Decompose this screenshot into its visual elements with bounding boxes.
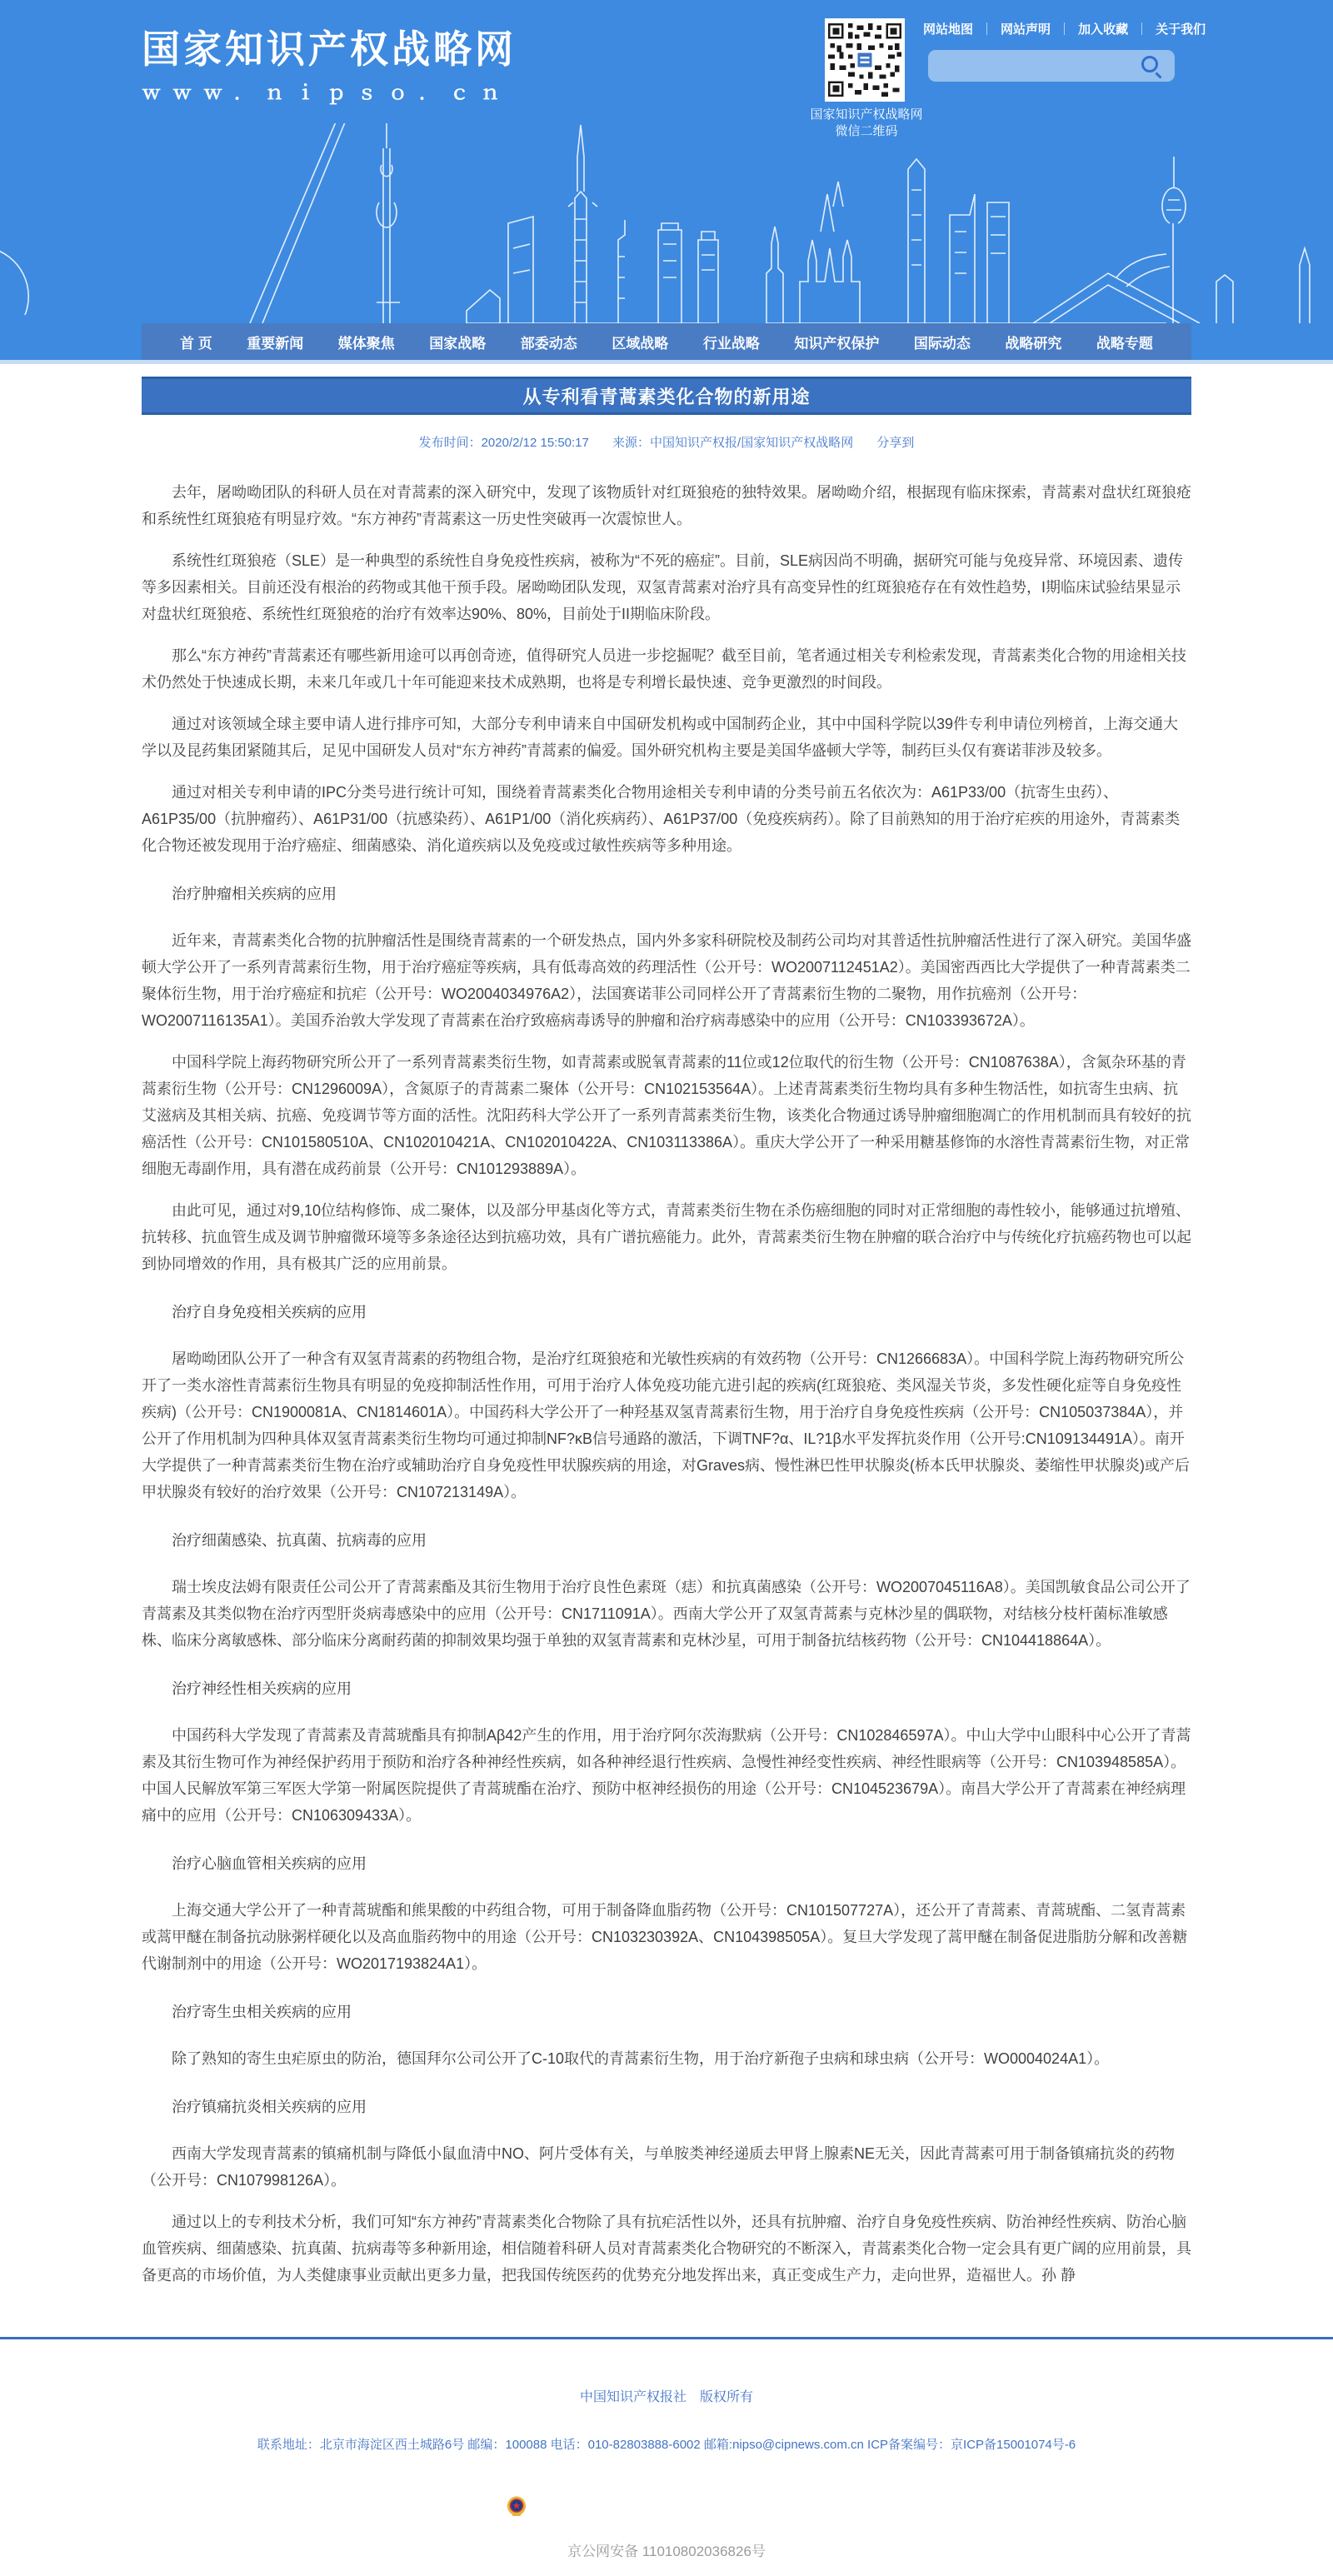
paragraph: 通过以上的专利技术分析，我们可知“东方神药”青蒿素类化合物除了具有抗疟活性以外，还具有抗肿瘤、治疗自身免疫性疾病、防治神经性疾病、防治心脑血管疾病、细菌感染、抗真菌、抗病毒等多种新用途，相信随着科研人员对青蒿素类化合物研究的不断深入，青蒿素类化合物一定会具有更广阔的应用前景，具备更高的市场价值，为人类健康事业贡献出更多力量，把我国传统医药的优势充分地发挥出来，真正变成生产力，走向世界，造福世人。孙 静	[142, 2214, 1191, 2284]
paragraph: 系统性红斑狼疮（SLE）是一种典型的系统性自身免疫性疾病，被称为“不死的癌症”。目前，SLE病因尚不明确，据研究可能与免疫异常、环境因素、遗传等多因素相关。目前还没有根治的药物或其他干预手段。屠呦呦团队发现，双氢青蒿素对治疗具有高变异性的红斑狼疮存在有效性趋势，I期临床试验结果显示对盘状红斑狼疮、系统性红斑狼疮的治疗有效率达90%、80%，目前处于II期临床阶段。	[142, 552, 1184, 622]
search-input[interactable]	[928, 50, 1175, 82]
site-footer	[0, 2337, 1333, 2576]
qr-code-image	[828, 22, 901, 98]
nav-item[interactable]: 国家战略	[429, 335, 487, 352]
paragraph: 西南大学发现青蒿素的镇痛机制与降低小鼠血清中NO、阿片受体有关，与单胺类神经递质去甲肾上腺素NE无关，因此青蒿素可用于制备镇痛抗炎的药物（公开号：CN107998126A）。	[142, 2145, 1175, 2189]
site-logo-title: 国家知识产权战略网	[142, 27, 517, 71]
top-link[interactable]: 网站声明	[1001, 22, 1051, 37]
paragraph: 中国药科大学发现了青蒿素及青蒿琥酯具有抑制Aβ42产生的作用，用于治疗阿尔茨海默病（公开号：CN102846597A）。中山大学中山眼科中心公开了青蒿素及其衍生物可作为神经保护药用于预防和治疗各种神经性疾病，如各种神经退行性疾病、急慢性神经变性疾病、神经性眼病等（公开号：CN103948585A）。中国人民解放军第三军医大学第一附属医院提供了青蒿琥酯在治疗、预防中枢神经损伤的用途（公开号：CN104523679A）。南昌大学公开了青蒿素在神经病理痛中的应用（公开号：CN106309433A）。	[142, 1727, 1191, 1824]
footer-contact: 联系地址：北京市海淀区西土城路6号 邮编：100088 电话：010-82803888-6002 邮箱:nipso@cipnews.com.cn ICP备案编号：京ICP备15001074号-6	[257, 2438, 1076, 2452]
top-link[interactable]: 网站地图	[923, 22, 974, 37]
article-title-bar	[142, 377, 1191, 415]
nav-item[interactable]: 首 页	[180, 335, 212, 352]
footer-bottom	[0, 2496, 1333, 2576]
paragraph: 中国科学院上海药物研究所公开了一系列青蒿素类衍生物，如青蒿素或脱氧青蒿素的11位或12位取代的衍生物（公开号：CN1087638A），含氮杂环基的青蒿素衍生物（公开号：CN1296009A），含氮原子的青蒿素二聚体（公开号：CN102153564A）。上述青蒿素类衍生物均具有多种生物活性，如抗寄生虫病、抗艾滋病及其相关病、抗癌、免疫调节等方面的活性。沈阳药科大学公开了一系列青蒿素类衍生物，该类化合物通过诱导肿瘤细胞凋亡的作用机制而具有较好的抗癌活性（公开号：CN101580510A、CN102010421A、CN102010422A、CN103113386A）。重庆大学公开了一种采用糖基修饰的水溶性青蒿素衍生物，对正常细胞无毒副作用，具有潜在成药前景（公开号：CN101293889A）。	[142, 1054, 1191, 1177]
qr-caption: 国家知识产权战略网 微信二维码	[810, 107, 923, 138]
publish-time: 发布时间：2020/2/12 15:50:17	[418, 436, 589, 450]
paragraph: 通过对相关专利申请的IPC分类号进行统计可知，围绕着青蒿素类化合物用途相关专利申请的分类号前五名依次为：A61P33/00（抗寄生虫药）、A61P35/00（抗肿瘤药）、A61P31/00（抗感染药）、A61P1/00（消化疾病药）、A61P37/00（免疫疾病药）。除了目前熟知的用于治疗疟疾的用途外，青蒿素类化合物还被发现用于治疗癌症、细菌感染、消化道疾病以及免疫或过敏性疾病等多种用途。	[142, 784, 1181, 854]
top-link[interactable]: 加入收藏	[1078, 22, 1129, 37]
search-icon[interactable]	[1140, 54, 1163, 77]
article-title: 从专利看青蒿素类化合物的新用途	[522, 386, 811, 407]
header-right	[810, 0, 1206, 167]
footer-copyright: 中国知识产权报社 版权所有	[579, 2390, 753, 2404]
paragraph: 由此可见，通过对9,10位结构修饰、成二聚体，以及部分甲基卤化等方式，青蒿素类衍生物在杀伤癌细胞的同时对正常细胞的毒性较小，能够通过抗增殖、抗转移、抗血管生成及调节肿瘤微环境等多条途径达到抗癌功效，具有广谱抗癌能力。此外，青蒿素类衍生物在肿瘤的联合治疗中与传统化疗抗癌药物也可以起到协同增效的作用，具有极其广泛的应用前景。	[142, 1202, 1191, 1272]
nav-item[interactable]: 战略专题	[1096, 335, 1153, 352]
top-links	[923, 20, 1206, 37]
nav-item[interactable]: 重要新闻	[247, 335, 304, 352]
article-body	[142, 451, 1191, 2337]
section-heading: 治疗神经性相关疾病的应用	[172, 1680, 352, 1697]
article-page	[0, 364, 1333, 2337]
section-heading: 治疗自身免疫相关疾病的应用	[172, 1304, 367, 1320]
paragraph: 那么“东方神药”青蒿素还有哪些新用途可以再创奇迹，值得研究人员进一步挖掘呢？截至目前，笔者通过相关专利检索发现，青蒿素类化合物的用途相关技术仍然处于快速成长期，未来几年或几十年可能迎来技术成熟期，也将是专利增长最快速、竞争更激烈的时间段。	[142, 647, 1186, 691]
nav-item[interactable]: 行业战略	[702, 335, 760, 352]
section-heading: 治疗镇痛抗炎相关疾病的应用	[172, 2099, 367, 2115]
top-link[interactable]: 关于我们	[1156, 22, 1206, 37]
paragraph: 去年，屠呦呦团队的科研人员在对青蒿素的深入研究中，发现了该物质针对红斑狼疮的独特效果。屠呦呦介绍，根据现有临床探索，青蒿素对盘状红斑狼疮和系统性红斑狼疮有明显疗效。“东方神药”青蒿素这一历史性突破再一次震惊世人。	[142, 484, 1191, 527]
nav-item[interactable]: 战略研究	[1005, 335, 1062, 352]
nav-item[interactable]: 知识产权保护	[794, 335, 880, 352]
section-heading: 治疗细菌感染、抗真菌、抗病毒的应用	[172, 1532, 427, 1549]
nav-item[interactable]: 媒体聚焦	[337, 335, 395, 352]
paragraph: 近年来，青蒿素类化合物的抗肿瘤活性是围绕青蒿素的一个研发热点，国内外多家科研院校及制药公司均对其普适性抗肿瘤活性进行了深入研究。美国华盛顿大学公开了一系列青蒿素衍生物，用于治疗癌症等疾病，具有低毒高效的药理活性（公开号：WO2007112451A2）。美国密西西比大学提供了一种青蒿素类二聚体衍生物，用于治疗癌症和抗疟（公开号：WO2004034976A2），法国赛诺菲公司同样公开了青蒿素衍生物的二聚物，用作抗癌剂（公开号：WO2007116135A1）。美国乔治敦大学发现了青蒿素在治疗致癌病毒诱导的肿瘤和治疗病毒感染中的应用（公开号：CN103393672A）。	[142, 932, 1191, 1029]
paragraph: 上海交通大学公开了一种青蒿琥酯和熊果酸的中药组合物，可用于制备降血脂药物（公开号：CN101507727A），还公开了青蒿素、青蒿琥酯、二氢青蒿素或蒿甲醚在制备抗动脉粥样硬化以及高血脂药物中的用途（公开号：CN103230392A、CN104398505A）。复旦大学发现了蒿甲醚在制备促进脂肪分解和改善糖代谢制剂中的用途（公开号：WO2017193824A1）。	[142, 1902, 1188, 1972]
nav-item[interactable]: 区域战略	[612, 335, 669, 352]
main-nav	[142, 323, 1191, 360]
nav-item[interactable]: 部委动态	[520, 335, 577, 352]
article-meta	[142, 433, 1191, 451]
site-header	[0, 0, 1333, 360]
divider: ｜	[1058, 22, 1071, 37]
site-logo-url: ｗｗｗ．ｎｉｐｓｏ．ｃｎ	[142, 81, 512, 103]
divider: ｜	[1136, 22, 1149, 37]
divider: ｜	[981, 22, 994, 37]
section-heading: 治疗肿瘤相关疾病的应用	[172, 886, 337, 902]
article-source: 来源：中国知识产权报/国家知识产权战略网	[612, 436, 854, 450]
police-badge-icon	[507, 2496, 527, 2518]
paragraph: 屠呦呦团队公开了一种含有双氢青蒿素的药物组合物，是治疗红斑狼疮和光敏性疾病的有效药物（公开号：CN1266683A）。中国科学院上海药物研究所公开了一类水溶性青蒿素衍生物具有明显的免疫抑制活性作用，可用于治疗人体免疫功能亢进引起的疾病(红斑狼疮、类风湿关节炎，多发性硬化症等自身免疫性疾病)（公开号：CN1900081A、CN1814601A）。中国药科大学公开了一种羟基双氢青蒿素衍生物，用于治疗自身免疫性疾病（公开号：CN105037384A），并公开了作用机制为四种具体双氢青蒿素类衍生物均可通过抑制NF?κB信号通路的激活，下调TNF?α、IL?1β水平发挥抗炎作用（公开号:CN109134491A）。南开大学提供了一种青蒿素类衍生物在治疗或辅助治疗自身免疫性甲状腺疾病的用途，对Graves病、慢性淋巴性甲状腺炎(桥本氏甲状腺炎、萎缩性甲状腺炎)或产后甲状腺炎有较好的治疗效果（公开号：CN107213149A）。	[142, 1350, 1190, 1500]
share-button[interactable]: 分享到	[876, 436, 915, 450]
paragraph: 瑞士埃皮法姆有限责任公司公开了青蒿素酯及其衍生物用于治疗良性色素斑（痣）和抗真菌感染（公开号：WO2007045116A8）。美国凯敏食品公司公开了青蒿素及其类似物在治疗丙型肝炎病毒感染中的应用（公开号：CN1711091A）。西南大学公开了双氢青蒿素与克林沙星的偶联物，对结核分枝杆菌标准敏感株、临床分离敏感株、部分临床分离耐药菌的抑制效果均强于单独的双氢青蒿素和克林沙星，可用于制备抗结核药物（公开号：CN104418864A）。	[142, 1579, 1191, 1649]
section-heading: 治疗寄生虫相关疾病的应用	[172, 2004, 352, 2020]
paragraph: 除了熟知的寄生虫疟原虫的防治，德国拜尔公司公开了C-10取代的青蒿素衍生物，用于治疗新孢子虫病和球虫病（公开号：WO0004024A1）。	[172, 2050, 1110, 2067]
section-heading: 治疗心脑血管相关疾病的应用	[172, 1855, 367, 1872]
security-filing-number[interactable]: 京公网安备 11010802036826号	[567, 2544, 766, 2559]
paragraph: 通过对该领域全球主要申请人进行排序可知，大部分专利申请来自中国研发机构或中国制药企业，其中中国科学院以39件专利申请位列榜首，上海交通大学以及昆药集团紧随其后，足见中国研发人员对“东方神药”青蒿素的偏爱。国外研究机构主要是美国华盛顿大学等，制药巨头仅有赛诺菲涉及较多。	[142, 716, 1179, 759]
wechat-qr-code	[825, 18, 905, 102]
nav-item[interactable]: 国际动态	[913, 335, 971, 352]
